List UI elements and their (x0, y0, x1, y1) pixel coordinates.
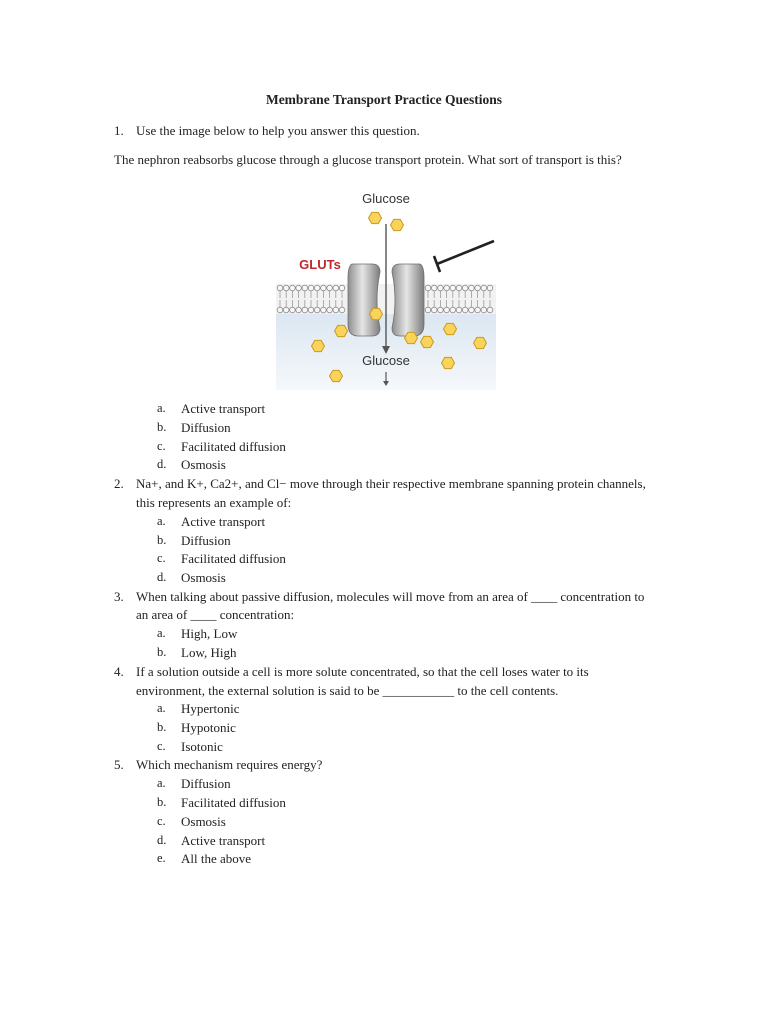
question-4-text-line-1: If a solution outside a cell is more solute concentrated, so that the cell loses water to its (136, 664, 589, 679)
lipid-head (321, 307, 327, 313)
lipid-head (290, 285, 296, 291)
lipid-head (475, 307, 481, 313)
glucose-icon (330, 370, 343, 381)
lipid-head (469, 307, 475, 313)
gluts-label: GLUTs (299, 257, 341, 272)
glut-transport-figure (276, 188, 496, 390)
glucose-icon (335, 325, 348, 336)
lipid-head (438, 307, 444, 313)
lipid-head (456, 307, 462, 313)
lipid-head (283, 307, 289, 313)
lipid-head (450, 285, 456, 291)
q5-option-e-text: All the above (181, 851, 252, 866)
q4-option-c-letter: c. (157, 739, 166, 753)
question-3-text-line-1: When talking about passive diffusion, molecules will move from an area of ____ concentration to (136, 589, 645, 604)
q4-option-c-text: Isotonic (181, 739, 223, 754)
lipid-head (456, 285, 462, 291)
lipid-head (296, 285, 302, 291)
q1-option-c-letter: c. (157, 439, 166, 453)
lipid-head (339, 285, 345, 291)
q2-option-b-text: Diffusion (181, 533, 231, 548)
lipid-head (327, 307, 333, 313)
lipid-head (469, 285, 475, 291)
lipid-head (481, 285, 487, 291)
glucose-icon (405, 332, 418, 343)
lipid-head (314, 307, 320, 313)
question-2-text-line-1: Na+, and K+, Ca2+, and Cl− move through their respective membrane spanning protein channels, (136, 476, 646, 491)
lipid-head (425, 285, 431, 291)
lipid-head (314, 285, 320, 291)
glucose-icon (369, 212, 382, 223)
lipid-head (481, 307, 487, 313)
q1-option-a-text: Active transport (181, 401, 266, 416)
q3-option-b-text: Low, High (181, 645, 237, 660)
glucose-icon (474, 337, 487, 348)
lipid-head (277, 307, 283, 313)
question-2-text-line-2: this represents an example of: (136, 495, 292, 510)
glucose-label-bottom: Glucose (362, 353, 410, 368)
q1-option-d-text: Osmosis (181, 457, 226, 472)
glucose-icon (391, 219, 404, 230)
q1-option-d-letter: d. (157, 457, 167, 471)
question-4-text-line-2: environment, the external solution is said to be ___________ to the cell contents. (136, 683, 559, 698)
lipid-head (425, 307, 431, 313)
question-2-number: 2. (114, 476, 124, 491)
lipid-head (302, 307, 308, 313)
q2-option-a-letter: a. (157, 514, 166, 528)
lipid-head (321, 285, 327, 291)
q3-option-a-letter: a. (157, 626, 166, 640)
lipid-head (327, 285, 333, 291)
glucose-icon (442, 357, 455, 368)
lipid-head (431, 285, 437, 291)
q4-option-b-text: Hypotonic (181, 720, 236, 735)
inhibitor-line (437, 241, 494, 264)
question-1-number: 1. (114, 123, 124, 138)
lipid-head (277, 285, 283, 291)
question-1-text: Use the image below to help you answer this question. (136, 123, 420, 138)
q5-option-c-text: Osmosis (181, 814, 226, 829)
q1-option-b-text: Diffusion (181, 420, 231, 435)
q3-option-b-letter: b. (157, 645, 167, 659)
lipid-head (308, 285, 314, 291)
lipid-head (308, 307, 314, 313)
lipid-head (290, 307, 296, 313)
lipid-head (333, 307, 339, 313)
lipid-head (283, 285, 289, 291)
lipid-head (462, 285, 468, 291)
q5-option-b-letter: b. (157, 795, 167, 809)
q4-option-a-letter: a. (157, 701, 166, 715)
glucose-icon (444, 323, 457, 334)
lipid-head (444, 285, 450, 291)
page-title: Membrane Transport Practice Questions (265, 92, 503, 107)
q5-option-a-letter: a. (157, 776, 166, 790)
q2-option-b-letter: b. (157, 533, 167, 547)
q1-option-b-letter: b. (157, 420, 167, 434)
question-5-text: Which mechanism requires energy? (136, 757, 323, 772)
question-5-number: 5. (114, 757, 124, 772)
glut-protein-right (392, 264, 424, 336)
question-4-number: 4. (114, 664, 124, 679)
question-3-number: 3. (114, 589, 124, 604)
lipid-head (444, 307, 450, 313)
q1-option-c-text: Facilitated diffusion (181, 439, 286, 454)
q5-option-a-text: Diffusion (181, 776, 231, 791)
q5-option-d-text: Active transport (181, 833, 266, 848)
lipid-head (339, 307, 345, 313)
lipid-head (296, 307, 302, 313)
glut-protein-left (348, 264, 380, 336)
lipid-head (438, 285, 444, 291)
q5-option-e-letter: e. (157, 851, 166, 865)
q2-option-d-text: Osmosis (181, 570, 226, 585)
glucose-label-top: Glucose (362, 191, 410, 206)
q2-option-a-text: Active transport (181, 514, 266, 529)
lipid-head (302, 285, 308, 291)
q3-option-a-text: High, Low (181, 626, 238, 641)
glucose-icon (312, 340, 325, 351)
q4-option-b-letter: b. (157, 720, 167, 734)
lipid-head (487, 307, 493, 313)
question-3-text-line-2: an area of ____ concentration: (136, 607, 295, 622)
q5-option-d-letter: d. (157, 833, 167, 847)
lipid-head (450, 307, 456, 313)
glucose-icon (370, 308, 383, 319)
lipid-head (333, 285, 339, 291)
lipid-head (487, 285, 493, 291)
q5-option-b-text: Facilitated diffusion (181, 795, 286, 810)
q2-option-c-text: Facilitated diffusion (181, 551, 286, 566)
glut-diagram (276, 188, 496, 390)
lipid-head (431, 307, 437, 313)
q4-option-a-text: Hypertonic (181, 701, 240, 716)
lipid-head (475, 285, 481, 291)
q5-option-c-letter: c. (157, 814, 166, 828)
lipid-head (462, 307, 468, 313)
glucose-icon (421, 336, 434, 347)
q2-option-d-letter: d. (157, 570, 167, 584)
question-1-prompt: The nephron reabsorbs glucose through a glucose transport protein. What sort of transport is this? (114, 152, 622, 167)
q1-option-a-letter: a. (157, 401, 166, 415)
q2-option-c-letter: c. (157, 551, 166, 565)
